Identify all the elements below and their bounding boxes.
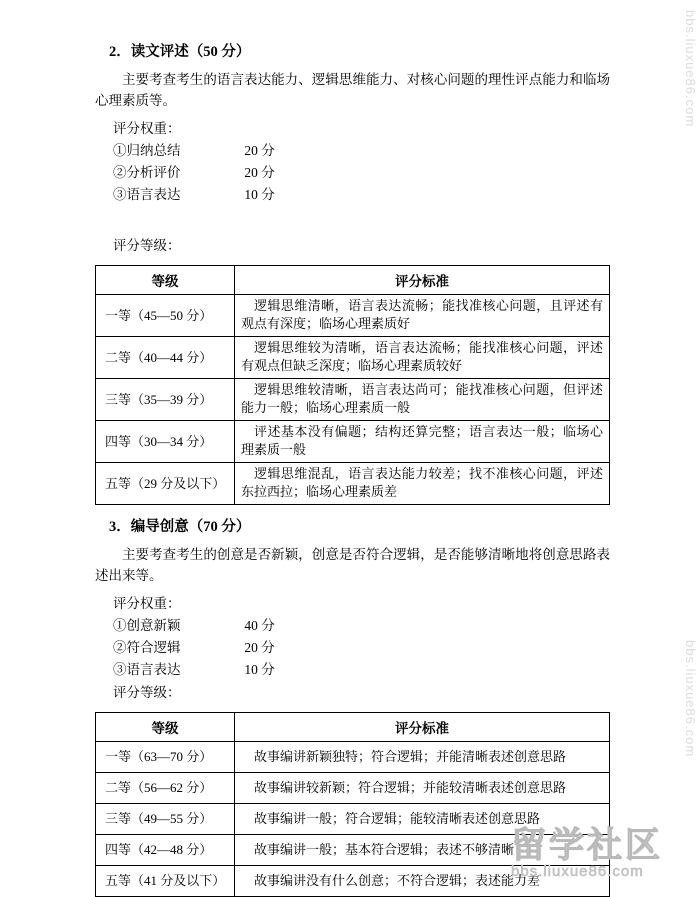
weight-score: 10 分 [244,662,275,677]
weight-item [113,162,610,184]
grade-cell: 四等（42—48 分） [96,835,235,866]
section-3-heading: 3．编导创意（70 分） [109,519,251,535]
table-row [96,773,610,804]
table-row [96,742,610,773]
weight-score: 20 分 [244,165,275,180]
criteria-cell: 故事编讲较新颖；符合逻辑；并能较清晰表述创意思路 [235,773,610,804]
section-3-grades-label: 评分等级： [113,685,181,700]
weight-score: 10 分 [244,187,275,202]
section-2-rating-table [95,265,610,505]
section-2-intro: 主要考查考生的语言表达能力、逻辑思维能力、对核心问题的理性评点能力和临场心理素质等。 [95,72,610,108]
criteria-cell: 逻辑思维较为清晰，语言表达流畅；能找准核心问题，评述有观点但缺乏深度；临场心理素质较好 [235,337,610,379]
grade-cell: 三等（49—55 分） [96,804,235,835]
criteria-cell: 故事编讲一般；符合逻辑；能较清晰表述创意思路 [235,804,610,835]
weight-score: 20 分 [244,143,275,158]
table-row [96,337,610,379]
grade-cell: 二等（56—62 分） [96,773,235,804]
grade-cell: 四等（30—34 分） [96,421,235,463]
weight-item [113,659,610,681]
criteria-cell: 逻辑思维清晰，语言表达流畅；能找准核心问题，且评述有观点有深度；临场心理素质好 [235,295,610,337]
weight-name: ②符合逻辑 [113,640,181,655]
weight-name: ③语言表达 [113,662,181,677]
weight-item [113,615,610,637]
section-reading-review [95,42,610,505]
column-header-criteria: 评分标准 [235,713,610,742]
section-3-weights-label: 评分权重： [113,596,181,611]
document-content [95,42,610,897]
column-header-grade: 等级 [96,266,235,295]
criteria-cell: 故事编讲一般；基本符合逻辑；表述不够清晰 [235,835,610,866]
column-header-criteria: 评分标准 [235,266,610,295]
criteria-cell: 逻辑思维混乱，语言表达能力较差；找不准核心问题，评述东拉西拉；临场心理素质差 [235,463,610,505]
weight-item [113,637,610,659]
weight-name: ②分析评价 [113,165,181,180]
criteria-cell: 逻辑思维较清晰，语言表达尚可；能找准核心问题，但评述能力一般；临场心理素质一般 [235,379,610,421]
section-2-heading: 2．读文评述（50 分） [109,44,251,60]
table-row [96,463,610,505]
grade-cell: 五等（29 分及以下） [96,463,235,505]
grade-cell: 二等（40—44 分） [96,337,235,379]
table-header-row [96,266,610,295]
watermark-community-name: 留学社区 [510,825,663,865]
section-3-intro: 主要考查考生的创意是否新颖，创意是否符合逻辑，是否能够清晰地将创意思路表述出来等。 [95,547,610,583]
table-row [96,421,610,463]
side-watermark-top: bbs.liuxue86.com [683,10,698,128]
weight-item [113,140,610,162]
criteria-cell: 故事编讲新颖独特；符合逻辑；并能清晰表述创意思路 [235,742,610,773]
grade-cell: 一等（63—70 分） [96,742,235,773]
grade-cell: 一等（45—50 分） [96,295,235,337]
grade-cell: 三等（35—39 分） [96,379,235,421]
footer-watermark [510,825,663,881]
section-2-weights-label: 评分权重： [113,121,181,136]
column-header-grade: 等级 [96,713,235,742]
table-header-row [96,713,610,742]
weight-item [113,184,610,206]
weight-score: 20 分 [244,640,275,655]
weight-score: 40 分 [244,618,275,633]
side-watermark-bottom: bbs.liuxue86.com [683,640,698,758]
section-2-grades-label: 评分等级： [113,238,181,253]
criteria-cell: 评述基本没有偏题；结构还算完整；语言表达一般；临场心理素质一般 [235,421,610,463]
table-row [96,379,610,421]
weight-name: ①归纳总结 [113,143,181,158]
table-row [96,295,610,337]
weight-name: ③语言表达 [113,187,181,202]
criteria-cell: 故事编讲没有什么创意；不符合逻辑；表述能力差 [235,866,610,897]
weight-name: ①创意新颖 [113,618,181,633]
watermark-site-url: bbs.liuxue86.com [510,863,644,881]
grade-cell: 五等（41 分及以下） [96,866,235,897]
